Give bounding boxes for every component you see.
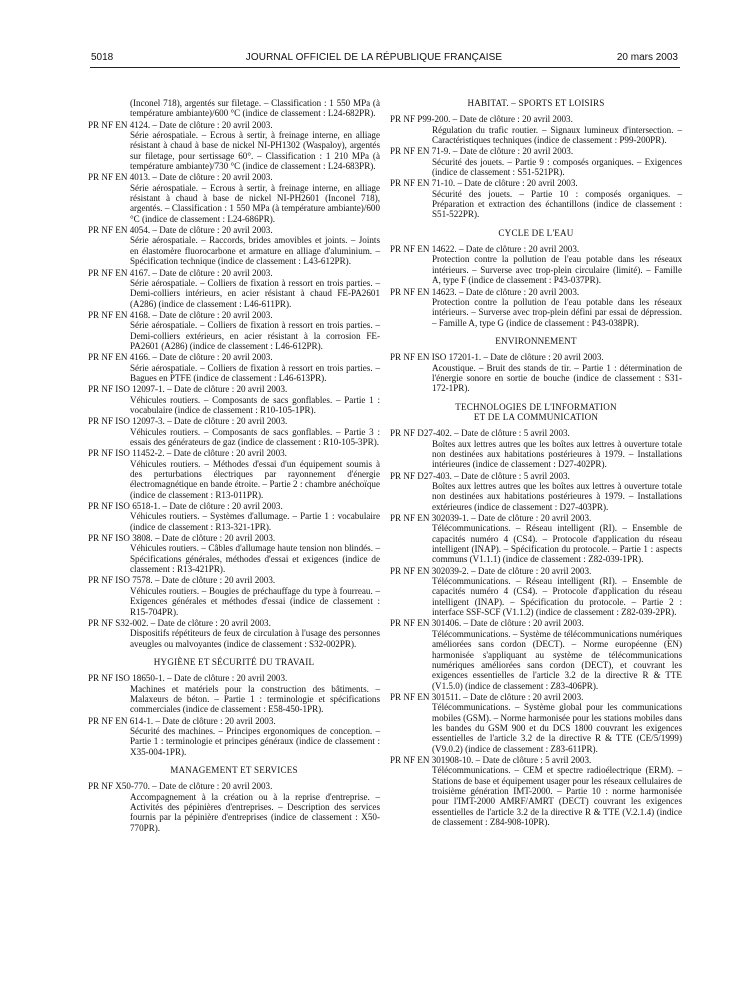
section-title bbox=[88, 765, 380, 775]
standard-reference: PR NF ISO 12097-3. – Date de clôture : 20 avril 2003. bbox=[88, 416, 288, 427]
standard-description: Régulation du trafic routier. – Signaux lumineux d'intersection. – Caractéristiques techniques (indice de classement : P99-200PR). bbox=[432, 124, 682, 146]
journal-title: JOURNAL OFFICIEL DE LA RÉPUBLIQUE FRANÇAISE bbox=[245, 52, 503, 63]
standard-entry bbox=[390, 471, 682, 512]
standard-reference: PR NF X50-770. – Date de clôture : 20 avril 2003. bbox=[88, 781, 273, 792]
standard-description: Série aérospatiale. – Colliers de fixation à ressort en trois parties. – Demi-colliers extérieurs, en acier résistant à la corrosion FE-PA2601 (A286) (indice de classement : L46-612PR). bbox=[130, 320, 380, 351]
standard-reference: PR NF EN ISO 17201-1. – Date de clôture : 20 avril 2003. bbox=[390, 352, 604, 363]
standard-description: Télécommunications. – Système global pour les communications mobiles (GSM). – Norme harmonisée pour les stations mobiles dans les bandes du GSM 900 et du DCS 1800 couvrant les exigences essentielles de l'article 3.2 de la directive R & TTE (CE/5/1999) (V9.0.2) (indice de classement : Z83-611PR). bbox=[432, 702, 682, 754]
standard-reference: PR NF EN 14622. – Date de clôture : 20 avril 2003. bbox=[390, 244, 580, 255]
standard-entry bbox=[390, 566, 682, 618]
section-title-line: HABITAT. – SPORTS ET LOISIRS bbox=[467, 98, 605, 108]
standard-description: Véhicules routiers. – Composants de sacs gonflables. – Partie 3 : essais des générateurs de gaz (indice de classement : R10-105-3PR). bbox=[130, 426, 380, 447]
section-title-line: HYGIÈNE ET SÉCURITÉ DU TRAVAIL bbox=[153, 656, 315, 667]
standard-description: Sécurité des machines. – Principes ergonomiques de conception. – Partie 1 : terminologie et principes généraux (indice de classement : X35-004-1PR). bbox=[130, 725, 380, 757]
standard-reference: PR NF EN 71-9. – Date de clôture : 20 avril 2003. bbox=[390, 146, 574, 157]
standard-reference: PR NF D27-403. – Date de clôture : 5 avril 2003. bbox=[390, 470, 570, 481]
page-header bbox=[0, 0, 748, 78]
standard-description: Série aérospatiale. – Colliers de fixation à ressort en trois parties. – Demi-colliers intérieurs, en acier résistant à chaud FE-PA2601 (A286) (indice de classement : L46-611PR). bbox=[130, 277, 380, 309]
standard-description: Série aérospatiale. – Raccords, brides amovibles et joints. – Joints en élastomère fluorocarbone et armature en alliage d'aluminium. – Spécification technique (indice de classement : L43-612PR). bbox=[130, 235, 380, 267]
continuation-text: (Inconel 718), argentés sur filetage. – Classification : 1 550 MPa (à température ambiante)/600 °C (indice de classement : L24-682PR). bbox=[130, 98, 380, 119]
publication-date: 20 mars 2003 bbox=[616, 52, 678, 63]
section-title bbox=[390, 336, 682, 346]
section-title bbox=[390, 402, 682, 423]
standard-description: Protection contre la pollution de l'eau potable dans les réseaux intérieurs. – Surverse avec trop-plein circulaire (limité). – Famille A, type F (indice de classement : P43-037PR). bbox=[432, 254, 682, 286]
standard-reference: PR NF S32-002. – Date de clôture : 20 avril 2003. bbox=[88, 617, 271, 628]
section-title-line: TECHNOLOGIES DE L'INFORMATION bbox=[455, 401, 617, 412]
standard-reference: PR NF ISO 12097-1. – Date de clôture : 20 avril 2003. bbox=[88, 384, 288, 395]
standard-description: Sécurité des jouets. – Partie 10 : composés organiques. – Préparation et extraction des échantillons (indice de classement : S51-522PR). bbox=[432, 188, 682, 220]
standard-description: Véhicules routiers. – Bougies de préchauffage du type à fourreau. – Exigences générales et méthodes d'essai (indice de classement : R15-704PR). bbox=[130, 585, 380, 617]
standard-reference: PR NF EN 4168. – Date de clôture : 20 avril 2003. bbox=[88, 309, 273, 320]
standard-entry bbox=[88, 618, 380, 649]
standard-reference: PR NF ISO 3808. – Date de clôture : 20 avril 2003. bbox=[88, 533, 276, 544]
section-title bbox=[88, 657, 380, 667]
standard-reference: PR NF D27-402. – Date de clôture : 5 avril 2003. bbox=[390, 428, 570, 439]
standard-description: Télécommunications. – CEM et spectre radioélectrique (ERM). – Stations de base et équipement usager pour les réseaux cellulaires de troisième génération IMT-2000. – Partie 10 : norme harmonisée pour l'IMT-2000 AMRF/AMRT (DECT) couvrant les exigences essentielles de l'article 3.2 de la directive R & TTE (V.2.1.4) (indice de classement : Z84-908-10PR). bbox=[432, 765, 682, 827]
standard-description: Acoustique. – Bruit des stands de tir. – Partie 1 : détermination de l'énergie sonore en sortie de bouche (indice de classement : S31-172-1PR). bbox=[432, 362, 682, 394]
standard-description: Télécommunications. – Réseau intelligent (RI). – Ensemble de capacités numéro 4 (CS4). – Protocole d'application du réseau intelligent (INAP). – Spécification du protocole. – Partie 2 : interface SSF-SCF (V1.1.2) (indice de classement : Z82-039-2PR). bbox=[432, 576, 682, 618]
standard-description: Boîtes aux lettres autres que les boîtes aux lettres à ouverture totale non destinées aux habitations postérieures à 1979. – Installations extérieures (indice de classement : D27-403PR). bbox=[432, 481, 682, 512]
standard-reference: PR NF EN 4167. – Date de clôture : 20 avril 2003. bbox=[88, 267, 273, 278]
standard-reference: PR NF ISO 18650-1. – Date de clôture : 20 avril 2003. bbox=[88, 673, 288, 684]
standard-reference: PR NF EN 302039-2. – Date de clôture : 20 avril 2003. bbox=[390, 565, 592, 576]
standard-entry bbox=[88, 310, 380, 351]
section-title-line: CYCLE DE L'EAU bbox=[498, 227, 574, 238]
standard-reference: PR NF EN 301406. – Date de clôture : 20 avril 2003. bbox=[390, 618, 584, 629]
standard-entry bbox=[88, 172, 380, 224]
standard-entry bbox=[88, 352, 380, 383]
standard-entry bbox=[390, 114, 682, 145]
section-title-line: MANAGEMENT ET SERVICES bbox=[170, 764, 298, 775]
section-title-line: ENVIRONNEMENT bbox=[495, 335, 577, 346]
standard-reference: PR NF ISO 7578. – Date de clôture : 20 avril 2003. bbox=[88, 575, 276, 586]
standard-entry bbox=[390, 428, 682, 469]
right-column bbox=[390, 98, 682, 828]
standard-reference: PR NF EN 14623. – Date de clôture : 20 avril 2003. bbox=[390, 286, 580, 297]
header-rule bbox=[90, 67, 680, 68]
standard-description: Véhicules routiers. – Câbles d'allumage haute tension non blindés. – Spécifications générales, méthodes d'essai et exigences (indice de classement : R13-421PR). bbox=[130, 543, 380, 575]
standard-description: Télécommunications. – Réseau intelligent (RI). – Ensemble de capacités numéro 4 (CS4). – Protocole d'application du réseau intelligent (INAP). – Spécification du protocole. – Partie 1 : aspects communs (V1.1.1) (indice de classement : Z82-039-1PR). bbox=[432, 523, 682, 565]
standard-description: Série aérospatiale. – Ecrous à sertir, à freinage interne, en alliage résistant à chaud à base de nickel NI-PH1302 (Waspaloy), argentés sur filetage, pour sertissage 60°. – Classification : 1 210 MPa (à température ambiante)/730 °C (indice de classement : L24-683PR). bbox=[130, 130, 380, 172]
standard-reference: PR NF EN 301908-10. – Date de clôture : 5 avril 2003. bbox=[390, 754, 592, 765]
standard-reference: PR NF EN 4013. – Date de clôture : 20 avril 2003. bbox=[88, 172, 273, 183]
standard-description: Véhicules routiers. – Systèmes d'allumage. – Partie 1 : vocabulaire (indice de classement : R13-321-1PR). bbox=[130, 511, 380, 532]
section-title bbox=[390, 228, 682, 238]
standard-reference: PR NF EN 4166. – Date de clôture : 20 avril 2003. bbox=[88, 352, 273, 363]
section-title bbox=[390, 98, 682, 108]
left-column bbox=[88, 98, 380, 834]
standard-description: Boîtes aux lettres autres que les boîtes aux lettres à ouverture totale non destinées aux habitations postérieures à 1979. – Installations intérieures (indice de classement : D27-402PR). bbox=[432, 438, 682, 470]
standard-description: Protection contre la pollution de l'eau potable dans les réseaux intérieurs. – Surverse avec trop-plein défini par essai de dépression. – Famille A, type G (indice de classement : P43-038PR). bbox=[432, 296, 682, 328]
standard-reference: PR NF EN 4054. – Date de clôture : 20 avril 2003. bbox=[88, 225, 273, 236]
standard-entry bbox=[88, 416, 380, 447]
standard-description: Véhicules routiers. – Composants de sacs gonflables. – Partie 1 : vocabulaire (indice de classement : R10-105-1PR). bbox=[130, 394, 380, 415]
standard-description: Sécurité des jouets. – Partie 9 : composés organiques. – Exigences (indice de classement : S51-521PR). bbox=[432, 156, 682, 178]
standard-entry bbox=[390, 692, 682, 754]
standard-reference: PR NF EN 614-1. – Date de clôture : 20 avril 2003. bbox=[88, 715, 276, 726]
standard-entry bbox=[88, 384, 380, 415]
standard-reference: PR NF EN 302039-1. – Date de clôture : 20 avril 2003. bbox=[390, 513, 592, 524]
standard-entry bbox=[88, 716, 380, 757]
standard-entry bbox=[390, 618, 682, 690]
standard-entry bbox=[390, 146, 682, 177]
standard-entry bbox=[390, 287, 682, 328]
page-number: 5018 bbox=[91, 52, 114, 63]
standard-reference: PR NF P99-200. – Date de clôture : 20 avril 2003. bbox=[390, 114, 573, 125]
standard-entry bbox=[390, 352, 682, 393]
section-title-line: ET DE LA COMMUNICATION bbox=[473, 411, 599, 422]
standard-entry bbox=[390, 244, 682, 285]
standard-reference: PR NF EN 71-10. – Date de clôture : 20 avril 2003. bbox=[390, 178, 578, 189]
standard-entry bbox=[390, 755, 682, 827]
standard-entry bbox=[88, 120, 380, 172]
standard-entry bbox=[88, 533, 380, 574]
standard-description: Série aérospatiale. – Colliers de fixation à ressort en trois parties. – Bagues en PTFE (indice de classement : L46-613PR). bbox=[130, 362, 380, 383]
standard-entry bbox=[88, 268, 380, 309]
standard-entry bbox=[88, 501, 380, 532]
standard-entry bbox=[88, 225, 380, 266]
standard-description: Accompagnement à la création ou à la reprise d'entreprise. – Activités des pépinières d'entreprises. – Description des services fournis par la pépinière d'entreprises (indice de classement : X50-770PR). bbox=[130, 791, 380, 833]
standard-entry bbox=[88, 781, 380, 833]
standard-description: Véhicules routiers. – Méthodes d'essai d'un équipement soumis à des perturbations électriques par rayonnement d'énergie électromagnétique en bande étroite. – Partie 2 : chambre anéchoïque (indice de classement : R13-011PR). bbox=[130, 458, 380, 500]
standard-description: Télécommunications. – Système de télécommunications numériques améliorées sans cordon (DECT). – Norme européenne (EN) harmonisée s'appliquant au système de télécommunications numériques améliorées sans cordon (DECT), et couvrant les exigences essentielles de l'article 3.2 de la directive R & TTE (V1.5.0) (indice de classement : Z83-406PR). bbox=[432, 628, 682, 691]
standard-entry bbox=[88, 448, 380, 500]
standard-description: Série aérospatiale. – Ecrous à sertir, à freinage interne, en alliage résistant à chaud à base de nickel NI-PH2601 (Inconel 718), argentés. – Classification : 1 550 MPa (à température ambiante)/600 °C (indice de classement : L24-686PR). bbox=[130, 182, 380, 224]
standard-entry bbox=[390, 513, 682, 565]
standard-reference: PR NF ISO 6518-1. – Date de clôture : 20 avril 2003. bbox=[88, 501, 283, 512]
standard-reference: PR NF EN 301511. – Date de clôture : 20 avril 2003. bbox=[390, 691, 584, 702]
standard-reference: PR NF ISO 11452-2. – Date de clôture : 20 avril 2003. bbox=[88, 448, 287, 459]
standard-reference: PR NF EN 4124. – Date de clôture : 20 avril 2003. bbox=[88, 119, 273, 130]
standard-entry bbox=[88, 575, 380, 616]
standard-description: Machines et matériels pour la construction des bâtiments. – Malaxeurs de béton. – Partie 1 : terminologie et spécifications commerciales (indice de classement : E58-450-1PR). bbox=[130, 683, 380, 715]
standard-description: Dispositifs répétiteurs de feux de circulation à l'usage des personnes aveugles ou malvoyantes (indice de classement : S32-002PR). bbox=[130, 628, 380, 649]
standard-entry bbox=[390, 178, 682, 219]
standard-entry bbox=[88, 673, 380, 714]
